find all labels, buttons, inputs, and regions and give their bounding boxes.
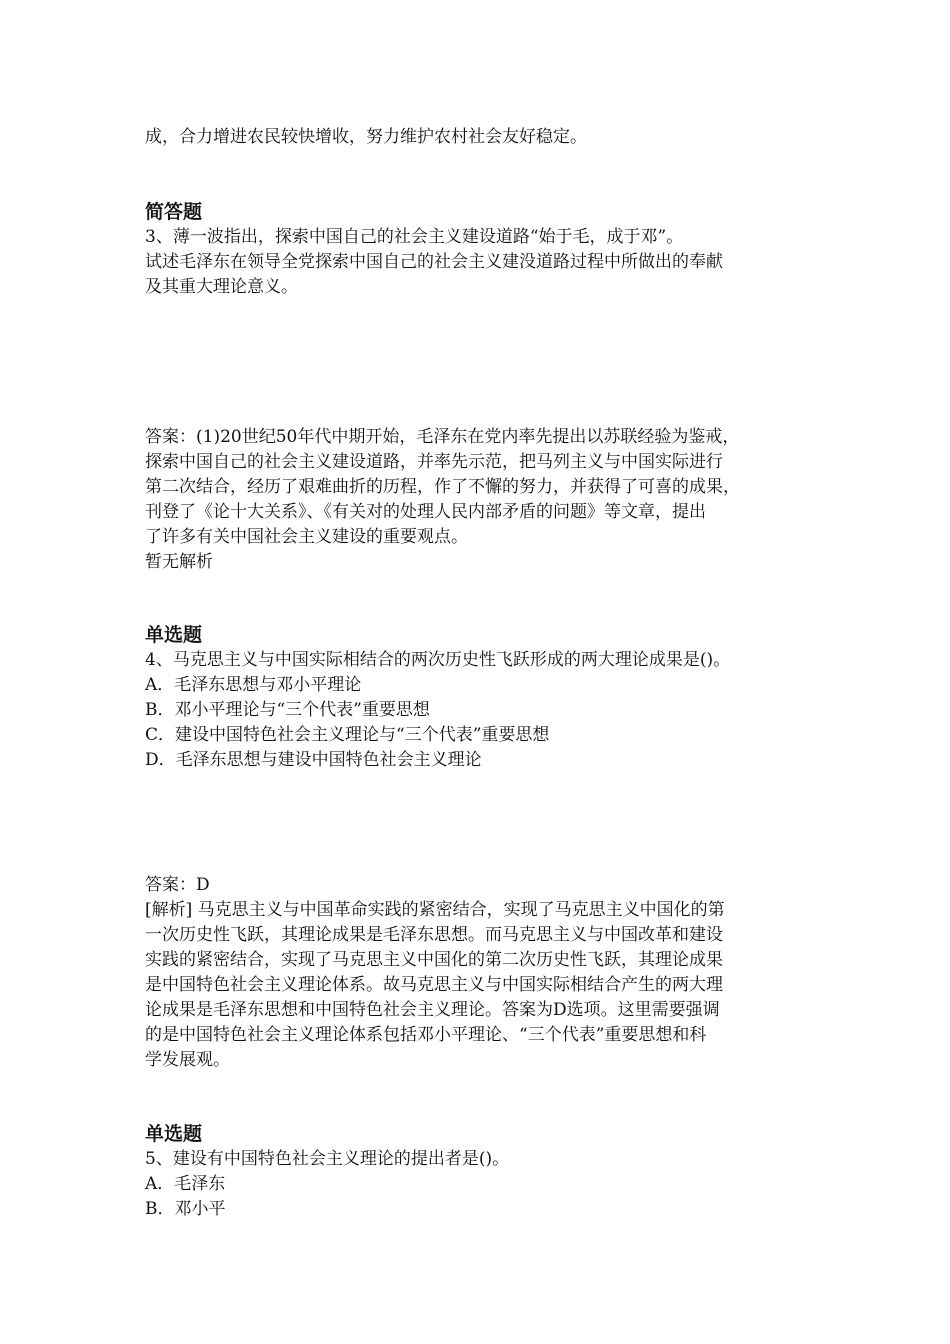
q3-answer-line: 了许多有关中国社会主义建设的重要观点。: [145, 527, 468, 547]
q4-type-heading: 单选题: [145, 624, 203, 646]
q4-option-d: D．毛泽东思想与建设中国特色社会主义理论: [145, 750, 482, 770]
q4-option-b: B．邓小平理论与“三个代表”重要思想: [145, 700, 430, 720]
q4-analysis-line: 是中国特色社会主义理论体系。故马克思主义与中国实际相结合产生的两大理: [145, 975, 723, 995]
q5-stem-text: 5、建设有中国特色社会主义理论的提出者是()。: [145, 1149, 510, 1169]
q5-option-b: B．邓小平: [145, 1199, 226, 1219]
q5-type-heading: 单选题: [145, 1123, 203, 1145]
top-fragment-text: 成，合力增进农民较快增收，努力维护农村社会友好稳定。: [145, 127, 587, 147]
q4-analysis-line: 一次历史性飞跃，其理论成果是毛泽东思想。而马克思主义与中国改革和建设: [145, 925, 723, 945]
q4-analysis-line: 学发展观。: [145, 1050, 230, 1070]
q3-answer-line: 刊登了《论十大关系》、《有关对的处理人民内部矛盾的问题》等文章，提出: [145, 502, 706, 522]
q4-answer-text: 答案：D: [145, 875, 210, 895]
q4-option-c: C．建设中国特色社会主义理论与“三个代表”重要思想: [145, 725, 550, 745]
q4-option-a: A．毛泽东思想与邓小平理论: [145, 675, 362, 695]
q3-stem-line: 试述毛泽东在领导全党探索中国自己的社会主义建没道路过程中所做出的奉献: [145, 252, 723, 272]
q4-analysis-line: [解析] 马克思主义与中国革命实践的紧密结合，实现了马克思主义中国化的第: [145, 900, 725, 920]
q4-analysis-line: 论成果是毛泽东思想和中国特色社会主义理论。答案为D选项。这里需要强调: [145, 1000, 720, 1020]
q3-answer-line: 第二次结合，经历了艰难曲折的历程，作了不懈的努力，并获得了可喜的成果，: [145, 477, 740, 497]
q5-option-a: A．毛泽东: [145, 1174, 226, 1194]
q3-stem-line: 3、薄一波指出，探索中国自己的社会主义建设道路“始于毛，成于邓”。: [145, 227, 684, 247]
q3-answer-line: 探索中国自己的社会主义建设道路，并率先示范，把马列主义与中国实际进行: [145, 452, 723, 472]
q4-stem-text: 4、马克思主义与中国实际相结合的两次历史性飞跃形成的两大理论成果是()。: [145, 650, 731, 670]
q3-type-heading: 简答题: [145, 201, 203, 223]
q4-analysis-line: 实践的紧密结合，实现了马克思主义中国化的第二次历史性飞跃，其理论成果: [145, 950, 723, 970]
q3-analysis-text: 暂无解析: [145, 552, 213, 572]
q4-analysis-line: 的是中国特色社会主义理论体系包括邓小平理论、“三个代表”重要思想和科: [145, 1025, 707, 1045]
q3-answer-line: 答案：(1)20世纪50年代中期开始，毛泽东在党内率先提出以苏联经验为鉴戒，: [145, 427, 740, 447]
q3-stem-line: 及其重大理论意义。: [145, 277, 298, 297]
